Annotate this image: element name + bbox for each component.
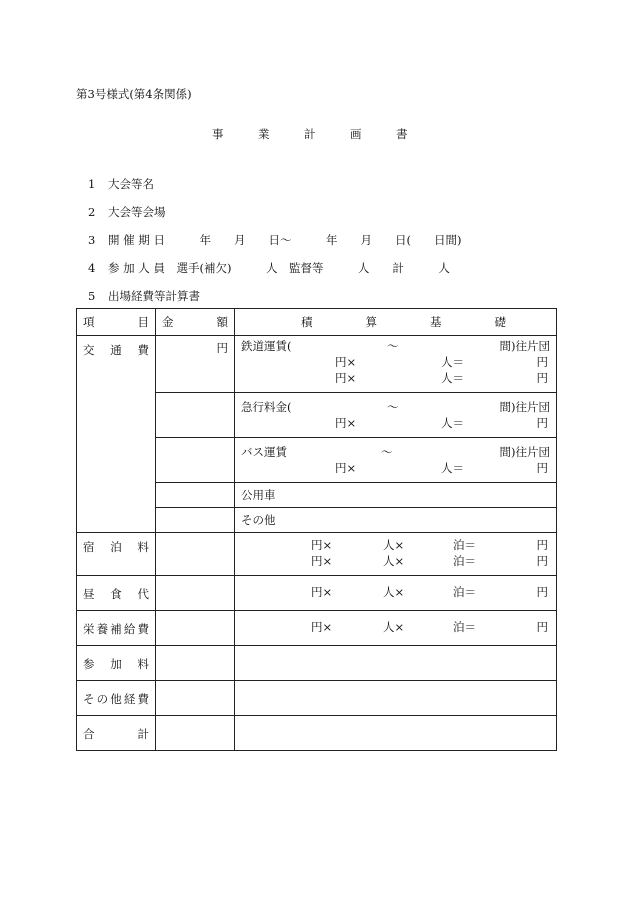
total-amount [156,716,235,751]
table-row [77,716,557,751]
lodging-basis: 円× 人× 泊＝ 円 円× 人× 泊＝ 円 [235,533,557,576]
entry-fee-basis [235,646,557,681]
table-header-row [77,309,557,336]
title-char: 業 [258,127,270,141]
item-number: 2 [88,205,96,219]
transport-other-amount [156,508,235,533]
table-row [77,611,557,646]
nutrition-label: 栄 養 補 給 費 [77,611,156,646]
official-car-amount [156,483,235,508]
title-char: 書 [396,127,408,141]
item-text: 大会等名 [108,177,154,191]
bus-amount [156,438,235,483]
header-amount: 金 額 [156,309,235,336]
other-costs-label: そ の 他 経 費 [77,681,156,716]
item-number: 3 [88,233,96,247]
lodging-amount [156,533,235,576]
item-dates [88,232,461,248]
bus-basis: バス運賃 〜 間)往片団 円× 人＝ 円 [235,438,557,483]
item-venue [88,204,166,220]
header-basis: 積 算 基 礎 [235,309,557,336]
entry-fee-amount [156,646,235,681]
title-char: 画 [350,127,362,141]
table-row [77,533,557,576]
transport-other-basis: その他 [235,508,557,533]
item-text: 参 加 人 員 選手(補欠) 人 監督等 人 計 人 [108,261,450,275]
item-text: 出場経費等計算書 [108,289,200,303]
rail-basis: 鉄道運賃( 〜 間)往片団 円× 人＝ 円 円× 人＝ 円 [235,336,557,393]
table-row [77,646,557,681]
entry-fee-label: 参 加 料 [77,646,156,681]
item-number: 1 [88,177,96,191]
table-row [77,681,557,716]
table-row [77,336,557,393]
item-event-name [88,176,154,192]
item-text: 開 催 期 日 年 月 日〜 年 月 日( 日間) [108,233,462,247]
nutrition-amount [156,611,235,646]
expense-table [76,308,557,751]
title-char: 計 [304,127,316,141]
form-number: 第3号様式(第4条関係) [76,87,192,101]
item-expense-calc [88,288,200,304]
item-number: 5 [88,289,96,303]
item-participants [88,260,450,276]
nutrition-basis: 円× 人× 泊＝ 円 [235,611,557,646]
lunch-amount [156,576,235,611]
lunch-basis: 円× 人× 泊＝ 円 [235,576,557,611]
total-basis [235,716,557,751]
item-text: 大会等会場 [108,205,166,219]
express-amount [156,393,235,438]
other-costs-basis [235,681,557,716]
table-row [77,576,557,611]
item-number: 4 [88,261,96,275]
header-item: 項 目 [77,309,156,336]
lodging-label: 宿 泊 料 [77,533,156,576]
other-costs-amount [156,681,235,716]
transport-label: 交 通 費 [77,336,156,533]
official-car-basis: 公用車 [235,483,557,508]
title-char: 事 [212,127,224,141]
lunch-label: 昼 食 代 [77,576,156,611]
document-title [212,126,442,142]
express-basis: 急行料金( 〜 間)往片団 円× 人＝ 円 [235,393,557,438]
transport-amount: 円 [156,336,235,393]
total-label: 合 計 [77,716,156,751]
